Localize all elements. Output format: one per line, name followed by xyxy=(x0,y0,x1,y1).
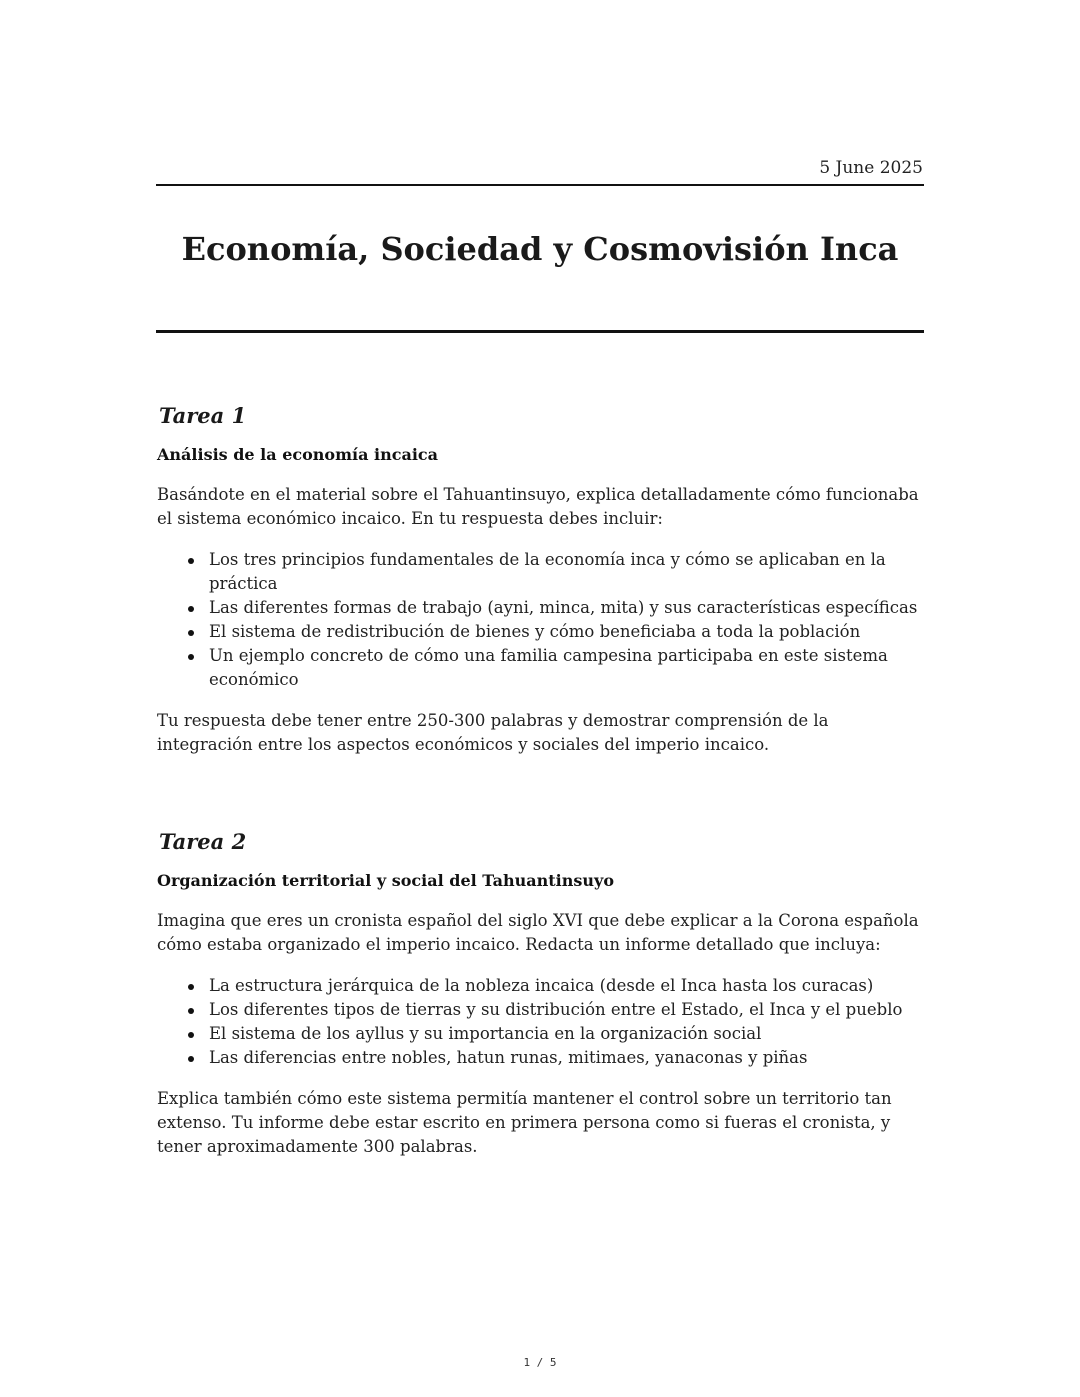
list-item xyxy=(157,974,927,998)
task-subtitle: Análisis de la economía incaica xyxy=(157,445,439,464)
task-1-section xyxy=(157,402,927,757)
page-number: 1 / 5 xyxy=(523,1356,557,1369)
bullet-icon xyxy=(188,1056,194,1062)
list-item-text: El sistema de los ayllus y su importancia en la organización social xyxy=(209,1024,762,1043)
task-closing: Explica también cómo este sistema permitía mantener el control sobre un territorio tan extenso. Tu informe debe estar escrito en primera persona como si fueras el cronista, y tener aproximadamente 300 palabras. xyxy=(157,1089,892,1156)
task-bullet-list xyxy=(157,548,927,692)
bullet-icon xyxy=(188,1032,194,1038)
bullet-icon xyxy=(188,558,194,564)
list-item xyxy=(157,644,927,692)
list-item xyxy=(157,548,927,596)
header-divider xyxy=(156,184,924,186)
bullet-icon xyxy=(188,654,194,660)
document-date: 5 June 2025 xyxy=(819,158,923,178)
list-item-text: El sistema de redistribución de bienes y cómo beneficiaba a toda la población xyxy=(209,622,861,641)
list-item-text: La estructura jerárquica de la nobleza incaica (desde el Inca hasta los curacas) xyxy=(209,976,874,995)
bullet-icon xyxy=(188,606,194,612)
bullet-icon xyxy=(188,630,194,636)
bullet-icon xyxy=(188,984,194,990)
task-bullet-list xyxy=(157,974,927,1070)
list-item xyxy=(157,596,927,620)
list-item xyxy=(157,620,927,644)
task-2-section xyxy=(157,828,927,1159)
list-item-text: Un ejemplo concreto de cómo una familia campesina participaba en este sistema económico xyxy=(209,646,888,689)
title-divider xyxy=(156,330,924,333)
list-item-text: Las diferentes formas de trabajo (ayni, minca, mita) y sus características específicas xyxy=(209,598,918,617)
bullet-icon xyxy=(188,1008,194,1014)
task-closing: Tu respuesta debe tener entre 250-300 palabras y demostrar comprensión de la integración entre los aspectos económicos y sociales del imperio incaico. xyxy=(157,711,829,754)
task-heading: Tarea 2 xyxy=(159,829,247,854)
list-item-text: Los tres principios fundamentales de la economía inca y cómo se aplicaban en la práctica xyxy=(209,550,886,593)
list-item xyxy=(157,998,927,1022)
list-item-text: Las diferencias entre nobles, hatun runas, mitimaes, yanaconas y piñas xyxy=(209,1048,808,1067)
task-intro: Imagina que eres un cronista español del siglo XVI que debe explicar a la Corona española cómo estaba organizado el imperio incaico. Redacta un informe detallado que incluya: xyxy=(157,911,919,954)
list-item-text: Los diferentes tipos de tierras y su distribución entre el Estado, el Inca y el pueblo xyxy=(209,1000,903,1019)
document-title: Economía, Sociedad y Cosmovisión Inca xyxy=(181,230,899,268)
task-subtitle: Organización territorial y social del Tahuantinsuyo xyxy=(157,871,614,890)
list-item xyxy=(157,1022,927,1046)
list-item xyxy=(157,1046,927,1070)
task-intro: Basándote en el material sobre el Tahuantinsuyo, explica detalladamente cómo funcionaba el sistema económico incaico. En tu respuesta debes incluir: xyxy=(157,485,919,528)
task-heading: Tarea 1 xyxy=(159,403,247,428)
